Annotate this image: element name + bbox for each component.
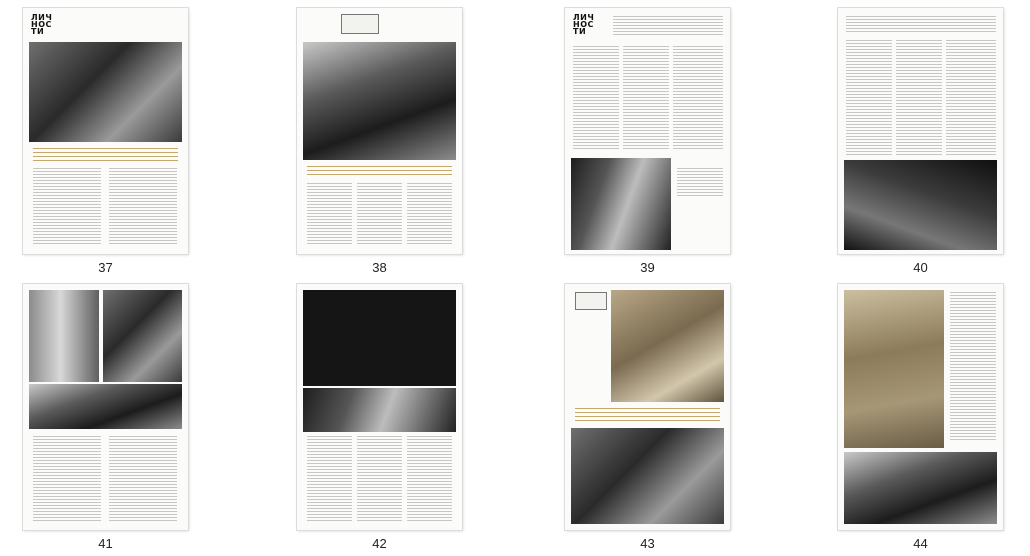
page-thumbnail-43[interactable] (550, 0, 780, 556)
photo (303, 388, 456, 432)
page-preview[interactable] (297, 284, 462, 530)
photo (611, 290, 724, 402)
photo (29, 290, 99, 382)
page-preview[interactable] (838, 284, 1003, 530)
page-number: 43 (640, 536, 655, 551)
text-column (357, 436, 402, 521)
page-number: 40 (913, 260, 928, 275)
page-thumbnail-44[interactable] (823, 0, 1030, 556)
page-number: 44 (913, 536, 928, 551)
text-column (109, 436, 177, 521)
photo (29, 384, 182, 429)
photo (103, 290, 182, 382)
page-number: 41 (98, 536, 113, 551)
text-column (307, 436, 352, 521)
page-preview[interactable] (23, 284, 188, 530)
page-preview[interactable] (565, 284, 730, 530)
photo (844, 452, 997, 524)
page-number: 38 (372, 260, 387, 275)
page-thumbnail-41[interactable] (8, 0, 238, 556)
page-thumbnail-42[interactable] (282, 0, 512, 556)
text-column (33, 436, 101, 521)
section-header: ЛИЧ НОС ТИ (573, 13, 595, 36)
page-number: 39 (640, 260, 655, 275)
stamp-label (575, 292, 607, 310)
photo (844, 290, 944, 448)
text-column (407, 436, 452, 521)
page-number: 37 (98, 260, 113, 275)
section-header: ЛИЧ НОС ТИ (31, 13, 53, 36)
page-number: 42 (372, 536, 387, 551)
text-column (950, 292, 996, 442)
photo (571, 428, 724, 524)
pull-quote (575, 408, 720, 422)
photo (303, 290, 456, 386)
